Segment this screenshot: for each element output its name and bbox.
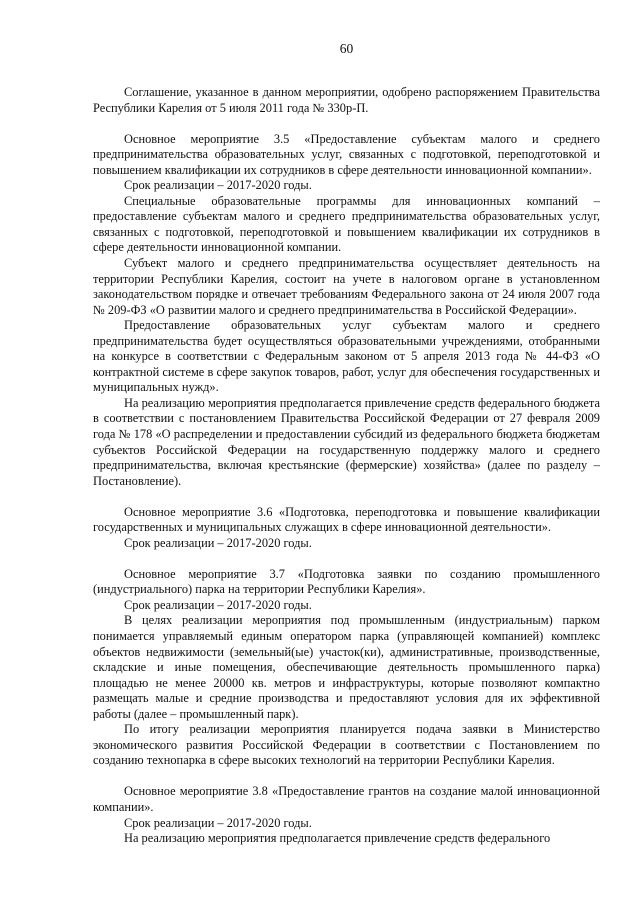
paragraph-measure-3-5-programs: Специальные образовательные программы для инновационных компаний – предоставление субъектам малого и среднего предпринимательства образовательных услуг, связанных с подготовкой, переподготовкой и повышением квалификации их сотрудников в сфере деятельности инновационной компании. <box>93 193 600 255</box>
paragraph-measure-3-6-term: Срок реализации – 2017-2020 годы. <box>124 535 312 550</box>
paragraph-measure-3-8-funding: На реализацию мероприятия предполагается привлечение средств федерального <box>124 831 551 846</box>
paragraph-agreement: Соглашение, указанное в данном мероприятии, одобрено распоряжением Правительства Республики Карелия от 5 июля 2011 года № 330р-П. <box>93 85 600 115</box>
paragraph-measure-3-5-subject: Субъект малого и среднего предпринимательства осуществляет деятельность на территории Республики Карелия, состоит на учете в налоговом органе в установленном законодательством порядке и отвечает требованиям Федерального закона от 24 июля 2007 года № 209-ФЗ «О развитии малого и среднего предпринимательства в Российской Федерации». <box>93 255 600 317</box>
paragraph-measure-3-5-title: Основное мероприятие 3.5 «Предоставление субъектам малого и среднего предпринимательства образовательных услуг, связанных с подготовкой, переподготовкой и повышением квалификации их сотрудников в сфере деятельности инновационной компании». <box>93 131 600 177</box>
paragraph-measure-3-5-funding: На реализацию мероприятия предполагается привлечение средств федерального бюджета в соответствии с постановлением Правительства Российской Федерации от 27 февраля 2009 года № 178 «О распределении и предоставлении субсидий из федерального бюджета бюджетам субъектов Российской Федерации на государственную поддержку малого и среднего предпринимательства, включая крестьянские (фермерские) хозяйства» (далее по разделу – Постановление). <box>93 395 600 488</box>
paragraph-measure-3-8-term: Срок реализации – 2017-2020 годы. <box>124 815 312 830</box>
paragraph-measure-3-7-result: По итогу реализации мероприятия планируется подача заявки в Министерство экономического развития Российской Федерации в соответствии с Постановлением по созданию технопарка в сфере высоких технологий на территории Республики Карелия. <box>93 722 600 768</box>
paragraph-measure-3-8-title: Основное мероприятие 3.8 «Предоставление грантов на создание малой инновационной компании». <box>93 784 600 814</box>
paragraph-measure-3-5-term: Срок реализации – 2017-2020 годы. <box>124 178 312 193</box>
paragraph-measure-3-7-term: Срок реализации – 2017-2020 годы. <box>124 597 312 612</box>
paragraph-measure-3-7-park: В целях реализации мероприятия под промышленным (индустриальным) парком понимается управляемый единым оператором парка (управляющей компанией) комплекс объектов недвижимости (земельный(ые) участок(ки), административные, производственные, складские и иные помещения, обеспечивающие деятельность промышленного парка) площадью не менее 20000 кв. метров и инфраструктуры, которые позволяют компактно размещать малые и средние производства и предоставляют условия для их эффективной работы (далее – промышленный парк). <box>93 613 600 721</box>
paragraph-measure-3-7-title: Основное мероприятие 3.7 «Подготовка заявки по созданию промышленного (индустриального) парка на территории Республики Карелия». <box>93 566 600 597</box>
paragraph-measure-3-6-title: Основное мероприятие 3.6 «Подготовка, переподготовка и повышение квалификации государственных и муниципальных служащих в сфере инновационной деятельности». <box>93 504 600 535</box>
paragraph-measure-3-5-services: Предоставление образовательных услуг субъектам малого и среднего предпринимательства будет осуществляться образовательными учреждениями, отобранными на конкурсе в соответствии с Федеральным законом от 5 апреля 2013 года № 44-ФЗ «О контрактной системе в сфере закупок товаров, работ, услуг для обеспечения государственных и муниципальных нужд». <box>93 318 600 395</box>
page-number: 60 <box>339 41 354 56</box>
